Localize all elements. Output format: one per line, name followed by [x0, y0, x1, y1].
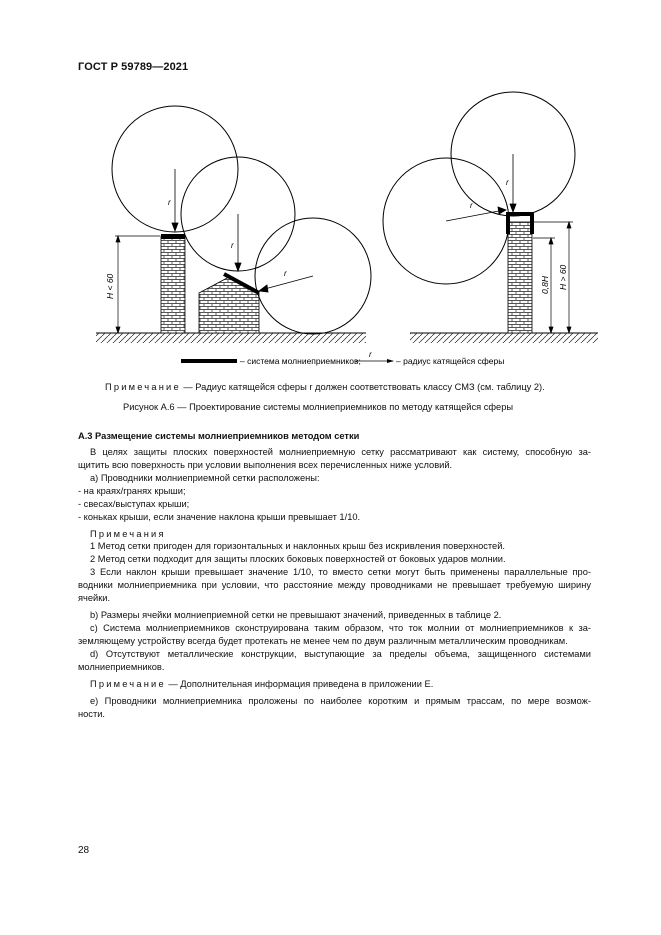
- house: [199, 277, 259, 333]
- radius-label-3: r: [284, 269, 287, 278]
- note-1: 1 Метод сетки пригоден для горизонтальных и наклонных крыш без искривления поверхностей.: [90, 541, 505, 551]
- legend-system-swatch: [181, 359, 237, 363]
- item-d-line-1: d) Отсутствуют металлические конструкции, выступающие за пределы объема, защищенного системами: [90, 649, 591, 659]
- right-ground-hatch: [410, 333, 598, 343]
- item-b: b) Размеры ячейки молниеприемной сетки не превышают значений, приведенных в таблице 2.: [90, 610, 502, 620]
- right-partial-height-label: 0,8H: [540, 276, 550, 294]
- document-code: ГОСТ Р 59789—2021: [78, 61, 189, 73]
- note-2: 2 Метод сетки подходит для защиты плоских боковых поверхностей от боковых ударов молнии.: [90, 554, 506, 564]
- note-3-line-2: водники молниеприемника при условии, что расстояние между проводниками не превышает требуемую ширину: [78, 580, 591, 590]
- bullet-2: - свесах/выступах крыши;: [78, 499, 190, 509]
- item-d-line-2: молниеприемников.: [78, 662, 165, 672]
- left-height-label: H < 60: [105, 273, 115, 299]
- radius-label-1: r: [168, 198, 171, 207]
- intro-line-1: В целях защиты плоских поверхностей молниеприемную сетку рассматривают как систему, способную за-: [90, 447, 591, 457]
- item-e-line-2: ности.: [78, 709, 105, 719]
- figure-note-text: — Радиус катящейся сферы r должен соответствовать классу СМЗ (см. таблицу 2).: [180, 382, 545, 392]
- note-3-line-3: ячейки.: [78, 593, 111, 603]
- note-e-label: Примечание: [90, 679, 166, 689]
- notes-heading: Примечания: [90, 529, 166, 539]
- item-a: а) Проводники молниеприемной сетки расположены:: [90, 473, 320, 483]
- item-c-line-2: земляющему устройству всегда будет протекать не менее чем по двум различным металлическим проводникам.: [78, 636, 568, 646]
- item-c-line-1: с) Система молниеприемников сконструирована таким образом, что ток молнии от молниеприемников к за-: [90, 623, 591, 633]
- left-chimney-air-terminal: [161, 234, 185, 239]
- left-ground-hatch: [96, 333, 366, 343]
- note-e: [90, 678, 433, 691]
- note-e-text: — Дополнительная информация приведена в приложении Е.: [165, 679, 434, 689]
- radius-label-2: r: [231, 241, 234, 250]
- figure-note-label: Примечание: [105, 382, 181, 392]
- legend-radius-mark: r: [369, 350, 372, 359]
- page-number: 28: [78, 845, 90, 856]
- bullet-3: - коньках крыши, если значение наклона крыши превышает 1/10.: [78, 512, 361, 522]
- right-height-label: H > 60: [558, 264, 568, 290]
- radius-label-4: r: [506, 178, 509, 187]
- right-chimney: [508, 222, 532, 333]
- item-e-line-1: е) Проводники молниеприемника проложены по наиболее коротким и прямым трассам, по мере возмож-: [90, 696, 591, 706]
- figure-note: [105, 381, 545, 394]
- left-height-dimension: [115, 236, 160, 333]
- right-radius-arrows: [446, 154, 516, 221]
- legend-radius-text: – радиус катящейся сферы: [396, 356, 505, 366]
- figure-caption: Рисунок А.6 — Проектирование системы молниеприемников по методу катящейся сферы: [123, 402, 514, 412]
- section-heading: А.3 Размещение системы молниеприемников методом сетки: [78, 431, 360, 441]
- intro-line-2: щитить всю поверхность при условии выполнения всех перечисленных ниже условий.: [78, 460, 453, 470]
- legend-system-text: – система молниеприемников;: [240, 356, 361, 366]
- left-chimney: [161, 236, 185, 333]
- left-radius-arrows: [172, 169, 313, 292]
- note-3-line-1: 3 Если наклон крыши превышает значение 1/10, то вместо сетки могут быть применены параллельные про-: [90, 567, 591, 577]
- bullet-1: - на краях/гранях крыши;: [78, 486, 186, 496]
- radius-label-5: r: [470, 201, 473, 210]
- rolling-sphere-figure: [78, 84, 598, 376]
